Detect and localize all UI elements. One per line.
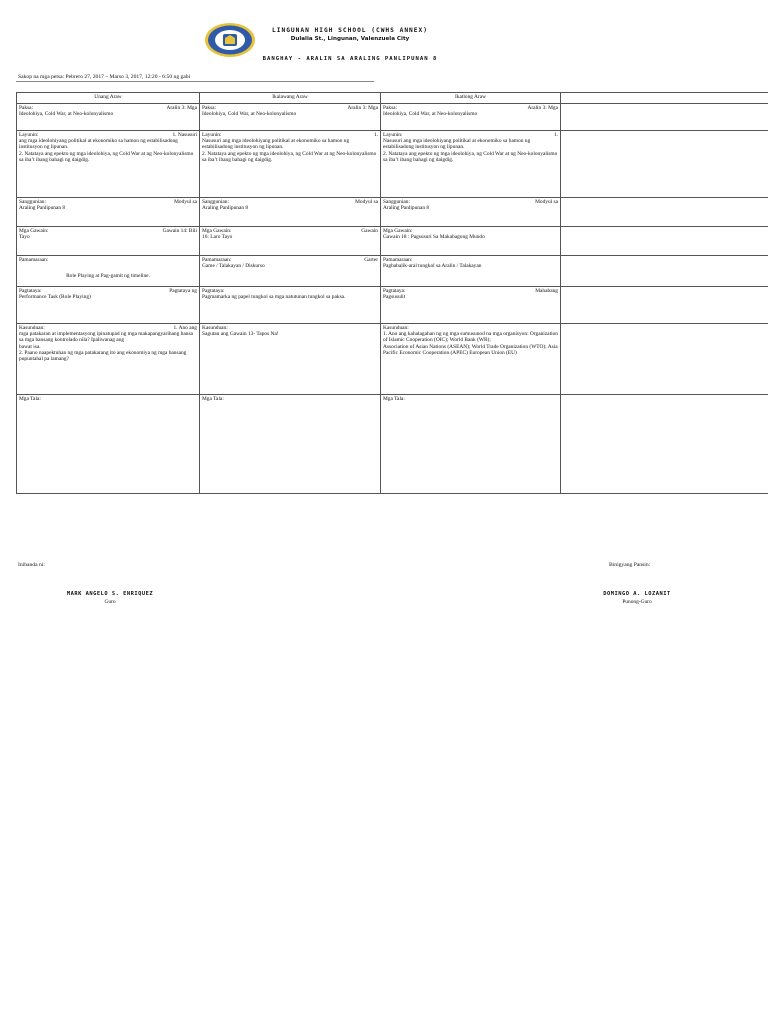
cell-layunin-day3 [381, 131, 561, 198]
label: Pamamaraan: [19, 257, 49, 263]
cell-text: Performance Task (Role Playing) [19, 294, 91, 301]
label-right: Aralin 3: Mga [527, 105, 558, 111]
cell-gawain-day1 [17, 227, 200, 256]
table-row-paksa [17, 104, 768, 131]
cell-text: Sagutan ang Gawain 13- Tapos Na! [202, 331, 279, 338]
cell-sanggunian-day2 [200, 198, 381, 227]
label-right: Modyul sa [535, 199, 558, 205]
cell-empty [561, 324, 768, 395]
label: Sanggunian: [202, 199, 229, 205]
label: Mga Gawain: [19, 228, 49, 234]
teacher-role: Guro [104, 599, 116, 605]
label: Pagtataya: [19, 288, 42, 294]
cell-text: ang mga ideolohiyang politikal at ekonomiko sa hamon ng estabilisadong institusyon ng lipunan. 2. Natataya ang epekto ng mga ideolohiya, ng Cold War at ng Neo-kolonyalismo sa iba’t ibang bahagi ng daigdig. [19, 138, 194, 163]
cell-tala-day2 [200, 395, 381, 494]
principal-role: Punong-Guro [622, 599, 652, 605]
table-row-gawain [17, 227, 768, 256]
cell-text: 1. Ano ang kahalagahan ng ng mga sumusunod na mga organisyon: Organization of Islamic Cooperation (OIC); World Bank (WB); Association of Asian Nations (ASEAN); World Trade Organization (WTO); Asia Pacific Economic Cooperation (APEC) European Union (EU) [383, 331, 558, 356]
label: Layunin: [202, 132, 222, 138]
label: Mga Tala: [19, 396, 41, 402]
label-right: Aralin 3: Mga [347, 105, 378, 111]
cell-kasunduan-day2 [200, 324, 381, 395]
school-name: LINGUNAN HIGH SCHOOL (CWHS ANNEX) [272, 27, 428, 34]
cell-text: Araling Panlipunan 8 [383, 205, 430, 212]
cell-empty [561, 256, 768, 287]
table-row-kasunduan [17, 324, 768, 395]
label-right: Gawain [361, 228, 378, 234]
label: Pamamaraan: [202, 257, 232, 263]
label: Mga Gawain: [383, 228, 413, 234]
label: Paksa: [19, 105, 34, 111]
cell-text: Ideolohiya, Cold War, at Neo-kolonyalismo [202, 111, 297, 118]
label-right: 1. Ano ang [173, 325, 197, 331]
principal-name: DOMINGO A. LOZANIT [603, 591, 671, 597]
day-header-3: Ikatlong Araw [381, 93, 561, 104]
label: Mga Gawain: [202, 228, 232, 234]
table-row-tala [17, 395, 768, 494]
cell-paksa-day2 [200, 104, 381, 131]
label-right: Pagtataya ng [169, 288, 197, 294]
label-right: Aralin 3: Mga [166, 105, 197, 111]
prepared-by-label: Inihanda ni: [18, 562, 45, 568]
cell-empty [561, 198, 768, 227]
cell-pamamaraan-day2 [200, 256, 381, 287]
cell-text: Tayo [19, 234, 30, 241]
label-right: 1. [553, 132, 558, 138]
label-right: Gawain 14: Bili [162, 228, 197, 234]
document-title: BANGHAY - ARALIN SA ARALING PANLIPUNAN 8 [262, 56, 438, 62]
cell-paksa-day3 [381, 104, 561, 131]
cell-pamamaraan-day3 [381, 256, 561, 287]
date-coverage: Sakop na mga petsa: Pebrero 27, 2017 – Marso 3, 2017, 12:20 - 6:50 ng gabi [18, 74, 191, 80]
cell-text: Pagmamarka ng papel tungkol sa mga natutunan tungkol sa paksa. [202, 294, 346, 301]
cell-gawain-day2 [200, 227, 381, 256]
lesson-plan-table [16, 92, 768, 494]
cell-kasunduan-day1 [17, 324, 200, 395]
cell-text: Araling Panlipunan 8 [19, 205, 66, 212]
label: Layunin: [19, 132, 39, 138]
cell-tala-day1 [17, 395, 200, 494]
divider-line [16, 81, 374, 82]
cell-text: Nasusuri ang mga ideolohiyang politikal at ekonomiko sa hamon ng estabilisadong institusyon ng lipunan. 2. Natataya ang epekto ng mga ideolohiya, ng Cold War at ng Neo-kolonyalismo sa iba’t ibang bahagi ng daigdig. [202, 138, 377, 163]
label: Pamamaraan: [383, 257, 413, 263]
cell-empty [561, 131, 768, 198]
cell-text: Pagbabalik-aral tungkol sa Aralin / Talakayan [383, 263, 482, 270]
cell-text: Pagsusulit [383, 294, 406, 301]
empty-header [561, 93, 768, 104]
label-right: 1. Nasusuri [172, 132, 197, 138]
cell-empty [561, 287, 768, 324]
cell-tala-day3 [381, 395, 561, 494]
cell-text: Ideolohiya, Cold War, at Neo-kolonyalismo [383, 111, 478, 118]
table-row-sanggunian [17, 198, 768, 227]
cell-pagtataya-day3 [381, 287, 561, 324]
cell-paksa-day1 [17, 104, 200, 131]
cell-text: 16: Laro Tayo [202, 234, 233, 241]
cell-text: Gawain 18 : Pagsusuri Sa Makabagong Mundo [383, 234, 485, 241]
cell-layunin-day1 [17, 131, 200, 198]
cell-empty [561, 227, 768, 256]
label: Pagtataya: [202, 288, 225, 294]
label-right: Garter [364, 257, 378, 263]
approved-by-label: Binigyang Pansin: [609, 562, 651, 568]
table-row-pagtataya [17, 287, 768, 324]
label: Paksa: [383, 105, 398, 111]
cell-pagtataya-day1 [17, 287, 200, 324]
cell-text: Role Playing at Pag-gamit ng timeline. [66, 273, 150, 280]
cell-sanggunian-day3 [381, 198, 561, 227]
cell-pamamaraan-day1 [17, 256, 200, 287]
label: Layunin: [383, 132, 403, 138]
cell-text: Araling Panlipunan 8 [202, 205, 249, 212]
cell-text: mga patakaran at implementasyong ipinatupad ng mga makapangyarihang bansa sa mga bansang kontrolado nila? Ipaliwanag ang bawat isa. 2. Paano naapektuhan ng mga patakarang ito ang ekonomiya ng mga bansang pupuntahal pa lamang? [19, 331, 193, 363]
label: Sanggunian: [383, 199, 410, 205]
table-row-pamamaraan [17, 256, 768, 287]
cell-pagtataya-day2 [200, 287, 381, 324]
cell-kasunduan-day3 [381, 324, 561, 395]
school-address: Dulalia St., Lingunan, Valenzuela City [290, 36, 410, 42]
cell-text: Ideolohiya, Cold War, at Neo-kolonyalismo [19, 111, 114, 118]
label-right: Modyul sa [174, 199, 197, 205]
cell-sanggunian-day1 [17, 198, 200, 227]
label: Kasunduan: [202, 325, 228, 331]
label: Sanggunian: [19, 199, 46, 205]
day-header-1: Unang Araw [17, 93, 200, 104]
label-right: 1. [373, 132, 378, 138]
label: Paksa: [202, 105, 217, 111]
label: Mga Tala: [383, 396, 405, 402]
cell-layunin-day2 [200, 131, 381, 198]
teacher-name: MARK ANGELO S. ENRIQUEZ [66, 591, 154, 597]
label: Pagtataya: [383, 288, 406, 294]
label: Kasunduan: [383, 325, 409, 331]
table-header-row [17, 93, 768, 104]
cell-gawain-day3 [381, 227, 561, 256]
cell-text: Nasusuri ang mga ideolohiyang politikal at ekonomiko sa hamon ng estabilisadong institusyon ng lipunan. 2. Natataya ang epekto ng mga ideolohiya, ng Cold War at ng Neo-kolonyalismo sa iba’t ibang bahagi ng daigdig. [383, 138, 558, 163]
cell-text: Game / Talakayan / Diskurso [202, 263, 265, 270]
label-right: Mahabang [535, 288, 558, 294]
table-row-layunin [17, 131, 768, 198]
label: Mga Tala: [202, 396, 224, 402]
label: Kasunduan: [19, 325, 45, 331]
day-header-2: Ikalawang Araw [200, 93, 381, 104]
label-right: Modyul sa [355, 199, 378, 205]
cell-empty [561, 104, 768, 131]
cell-empty [561, 395, 768, 494]
